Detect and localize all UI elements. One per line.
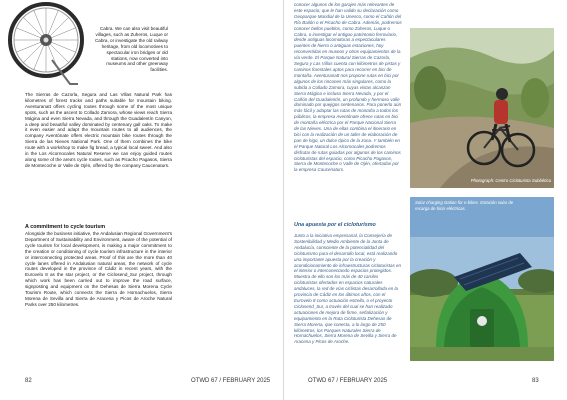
spanish-heading: Una apuesta por el cicloturismo: [294, 222, 376, 228]
spanish-paragraph: Junto a la iniciativa empresarial, la Consejería de Sostenibilidad y Medio Ambiente de la Junta de Andalucía, consciente de la potencialidad del cicloturismo para el desarrollo local, está realizando una importante apuesta por la creación y acondicionamiento de infraestructuras cicloturistas en el interior o interconectando espacios protegidos. Muestra de ello son los más de 40 carriles cicloturistas ofertados en espacios naturales andaluces, la red de vías ciclistas desarrollada en la provincia de Cádiz en los últimos años, con el Eurovelo 8 como actuación estrella, o el proyecto Ciclosend_Sur, a través del cual se han realizado actuaciones de mejora de firme, señalización y equipamiento en la Ruta Cicloturista Dehesas de Sierra Morena, que conecta, a lo largo de 250 kilómetros, los Parques Naturales Sierra de Hornachuelos, Sierra Morena de Sevilla y Sierra de Aracena y Picos de Aroche.: [294, 233, 402, 345]
section-heading: A commitment to cycle tourism: [25, 224, 106, 230]
intro-text: Cabra. We can also visit beautiful villages, such as Zuheros, Luque or Cabra, or investigate the old railway heritage, from old locomotives to spectacular iron bridges or old stations, now converted into museums and other greenway facilities.: [94, 26, 168, 73]
cyclist-photo: [410, 28, 554, 188]
bicycle-wheel-icon: [8, 0, 88, 88]
body-paragraph: Alongside the business initiative, the Andalusian Regional Government's Department of Sustainability and Environment, aware of the potential of cycle tourism for local development, is making a major commitment to the creation or conditioning of cycle tourism infrastructure in the interior or interconnecting protected areas. Proof of this are the more than 40 cycle lanes offered in Andalusian natural areas, the network of cycle routes developed in the province of Cádiz in recent years, with the Eurovelo 8 as the star project, or the Ciclosend_Sur project, through which work has been carried out to improve the road surface, signposting and equipment on the Dehesas de Sierra Morena Cycle Tourism Route, which connects the Sierra de Hornachuelos, Sierra Morena de Sevilla and Sierra de Aracena y Picos de Aroche Natural Parks over 250 kilometres.: [25, 231, 172, 307]
spanish-paragraph: conocer algunos de los garajes más relevantes de este espacio; que le han valido su declaración como Geoparque Mundial de la Unesco, como el Cañón del Río Bailón o el Picacho de Cabra. Además, podremos conocer bellos pueblos, como Zuheros, Luque o Cabra, o investigar el antiguo patrimonio ferroviario, desde antiguas locomotoras a espectaculares puentes de hierro o antiguas estaciones, hoy reconvertidas en museos y otros equipamientos de la vía verde. El Parque Natural Sierras de Cazorla, Segura y Las Villas cuenta con kilómetros de pistas y caminos forestales aptos para recorrer en bici de montaña. Aventuranatt nos propone rutas en bici por algunos de los rincones más singulares, como la subida a Collado Zamora, cuyas vistas alcanzan Sierra Mágina e incluso Sierra Nevada, y por el Cañón del Guadalentín, un profundo y hermoso valle dominado por quejigos centenarios. Para ponerlo aún más fácil y adaptar las rutas de montaña a todos los públicos, la empresa Aventónate ofrece rutas en bici de montaña eléctrica por el Parque Nacional Sierra de las Nieves. Una de ellas combina el itinerario en bici con la realización de un taller de elaboración de pan de higo, un dulce típico de la zona. Y también en el Parque Natural Los Alcornocales podremos disfrutar de rutas guiadas por algunos de los caminos cicloturistas del espacio, como Picacho Pagasos, Sierra de Montecoche o Valle de Ojén, ofertadas por la empresa Caucenaturs.: [294, 2, 402, 173]
body-paragraph: The Sierras de Cazorla, Segura and Las Villas Natural Park has kilometres of forest tracks and paths suitable for mountain biking. Aventuranatt offers cycling routes through some of the most unique spots, such as the ascent to Collado Zamora, whose views reach Sierra Mágina and even Sierra Nevada, and through the Guadalentín Canyon, a deep and beautiful valley dominated by centenary gall oaks. To make it even easier and adapt the mountain routes to all audiences, the company Aventónate offers electric mountain bike routes through the Sierra de las Nieves National Park. One of them combines the bike route with a workshop to make fig bread, a typical local sweet. And also in the Los Alcornocales Natural Reserve we can enjoy guided routes along some of the area's cycle routes, such as Picacho Pagasos, Sierra de Montecoche or Valle de Ojén, offered by the company Caucenaturs.: [25, 92, 172, 168]
magazine-issue: OTWD 67 / FEBRUARY 2025: [191, 378, 271, 384]
photo-caption: Solar charging station for e-bikes. Estación solar de recarga de bicis eléctricas.: [415, 200, 514, 211]
page-number: 83: [532, 378, 539, 384]
right-page: [284, 0, 567, 400]
charging-station-photo: [410, 197, 554, 361]
left-page: [0, 0, 283, 400]
page-number: 82: [25, 378, 32, 384]
magazine-issue: OTWD 67 / FEBRUARY 2025: [308, 378, 388, 384]
photo-credit: Photograph: Centro Cicloturista Subbética: [470, 178, 551, 183]
